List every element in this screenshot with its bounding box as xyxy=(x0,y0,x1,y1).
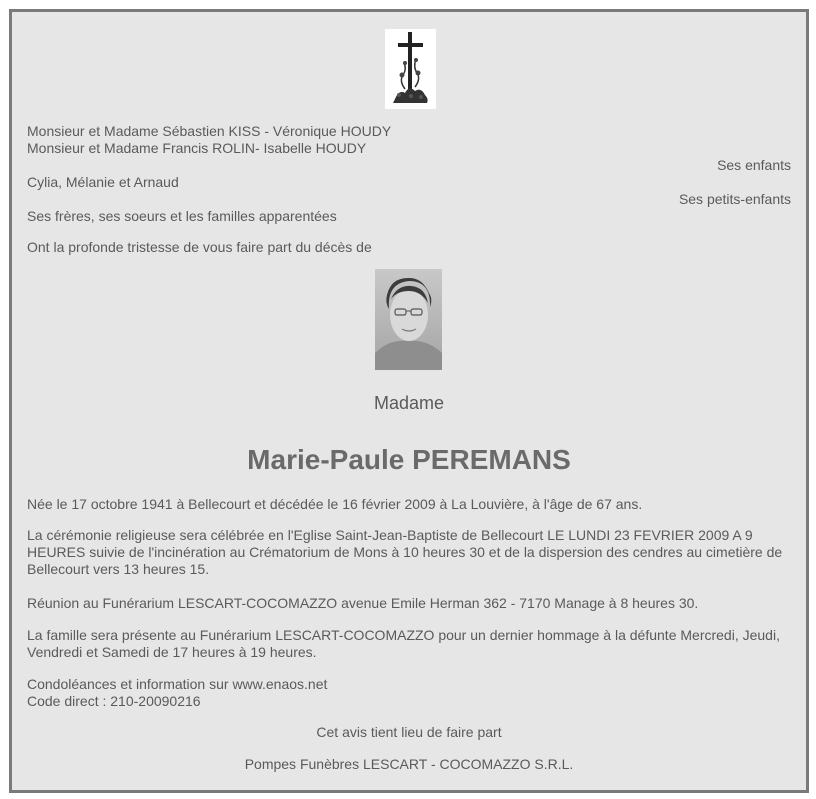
birth-death-line: Née le 17 octobre 1941 à Bellecourt et décédée le 16 février 2009 à La Louvière, à l'âge de 67 ans. xyxy=(27,496,643,512)
family-line-1: Monsieur et Madame Sébastien KISS - Véronique HOUDY xyxy=(27,123,392,139)
grandchildren-label: Ses petits-enfants xyxy=(678,191,791,207)
notice-line: Cet avis tient lieu de faire part xyxy=(316,724,502,740)
ceremony-paragraph: La cérémonie religieuse sera célébrée en l'Eglise Saint-Jean-Baptiste de Bellecourt LE LUNDI 23 FEVRIER 2009 A 9 HEURES suivie de l'incinération au Crématorium de Mons à 10 heures 30 et de la dispersion des cendres au cimetière de Bellecourt vers 13 heures 15. xyxy=(27,527,783,577)
funeral-home-line: Pompes Funèbres LESCART - COCOMAZZO S.R.L. xyxy=(244,756,574,772)
family-line-2: Monsieur et Madame Francis ROLIN- Isabelle HOUDY xyxy=(27,140,367,156)
cross-icon xyxy=(385,29,436,109)
deceased-photo xyxy=(375,269,442,370)
children-label: Ses enfants xyxy=(717,157,791,173)
announcement-line: Ont la profonde tristesse de vous faire part du décès de xyxy=(27,239,372,255)
obituary-notice xyxy=(9,9,809,793)
condolences-line: Condoléances et information sur www.enaos.net xyxy=(27,676,328,692)
reunion-line: Réunion au Funérarium LESCART-COCOMAZZO avenue Emile Herman 362 - 7170 Manage à 8 heures 30. xyxy=(27,595,699,611)
grandchildren-names: Cylia, Mélanie et Arnaud xyxy=(27,174,179,190)
siblings-line: Ses frères, ses soeurs et les familles apparentées xyxy=(27,208,337,224)
direct-code-line: Code direct : 210-20090216 xyxy=(27,693,201,709)
deceased-title: Madame xyxy=(373,393,445,413)
presence-paragraph: La famille sera présente au Funérarium LESCART-COCOMAZZO pour un dernier hommage à la défunte Mercredi, Jeudi, Vendredi et Samedi de 17 heures à 19 heures. xyxy=(27,627,780,660)
deceased-name: Marie-Paule PEREMANS xyxy=(247,444,571,475)
